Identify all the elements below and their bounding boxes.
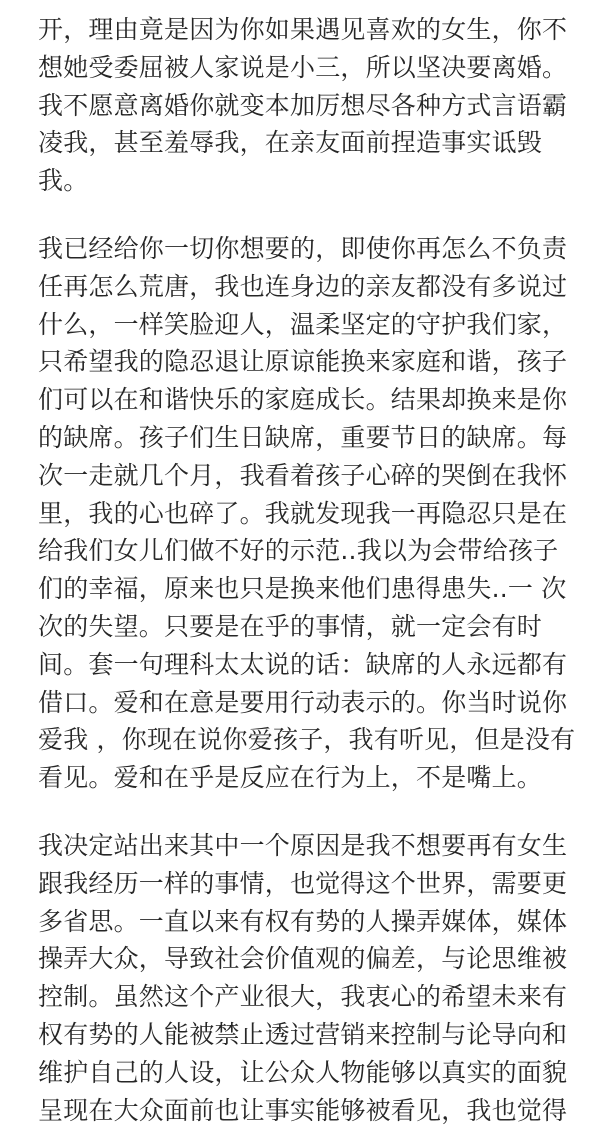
- text-line: 凌我，甚至羞辱我，在亲友面前捏造事实诋毁: [38, 128, 543, 158]
- text-line: 跟我经历一样的事情，也觉得这个世界，需要更: [38, 868, 568, 898]
- text-line: 呈现在大众面前也让事实能够被看见，我也觉得: [38, 1095, 568, 1125]
- text-line: 次一走就几个月，我看着孩子心碎的哭倒在我怀: [38, 460, 568, 490]
- text-line: 我决定站出来其中一个原因是我不想要再有女生: [38, 831, 568, 860]
- text-line: 里，我的心也碎了。我就发现我一再隐忍只是在: [38, 498, 568, 528]
- text-line: 间。套一句理科太太说的话：缺席的人永远都有: [38, 649, 568, 679]
- text-line: 次的失望。只要是在乎的事情，就一定会有时: [38, 612, 543, 641]
- text-line: 给我们女儿们做不好的示范..我以为会带给孩子: [38, 536, 559, 566]
- text-line: 我。: [38, 166, 89, 196]
- text-line: 控制。虽然这个产业很大，我衷心的希望未来有: [38, 982, 568, 1012]
- text-line: 想她受委屈被人家说是小三，所以坚决要离婚。: [38, 52, 568, 82]
- text-line: 什么，一样笑脸迎人，温柔坚定的守护我们家，: [38, 309, 568, 339]
- text-line: 我不愿意离婚你就变本加厉想尽各种方式言语霸: [38, 90, 568, 120]
- text-line: 爱我 ，你现在说你爱孩子，我有听见，但是没有: [38, 725, 576, 755]
- text-line: 的缺席。孩子们生日缺席，重要节日的缺席。每: [38, 423, 568, 452]
- text-line: 维护自己的人设，让公众人物能够以真实的面貌: [38, 1057, 568, 1087]
- text-line: 借口。爱和在意是要用行动表示的。你当时说你: [38, 687, 568, 717]
- text-line: 只希望我的隐忍退让原谅能换来家庭和谐，孩子: [38, 347, 568, 377]
- text-line: 看见。爱和在乎是反应在行为上，不是嘴上。: [38, 763, 543, 793]
- text-line: 们可以在和谐快乐的家庭成长。结果却换来是你: [38, 385, 568, 415]
- text-line: 开，理由竟是因为你如果遇见喜欢的女生，你不: [38, 15, 568, 44]
- text-line: 权有势的人能被禁止透过营销来控制与论导向和: [38, 1020, 568, 1049]
- text-line: 我已经给你一切你想要的，即使你再怎么不负责: [38, 234, 568, 263]
- text-line: 任再怎么荒唐，我也连身边的亲友都没有多说过: [38, 271, 568, 301]
- text-line: 们的幸福，原来也只是换来他们患得患失..一 次: [38, 574, 567, 604]
- text-line: 多省思。一直以来有权有势的人操弄媒体，媒体: [38, 906, 568, 936]
- text-line: 操弄大众，导致社会价值观的偏差，与论思维被: [38, 944, 568, 974]
